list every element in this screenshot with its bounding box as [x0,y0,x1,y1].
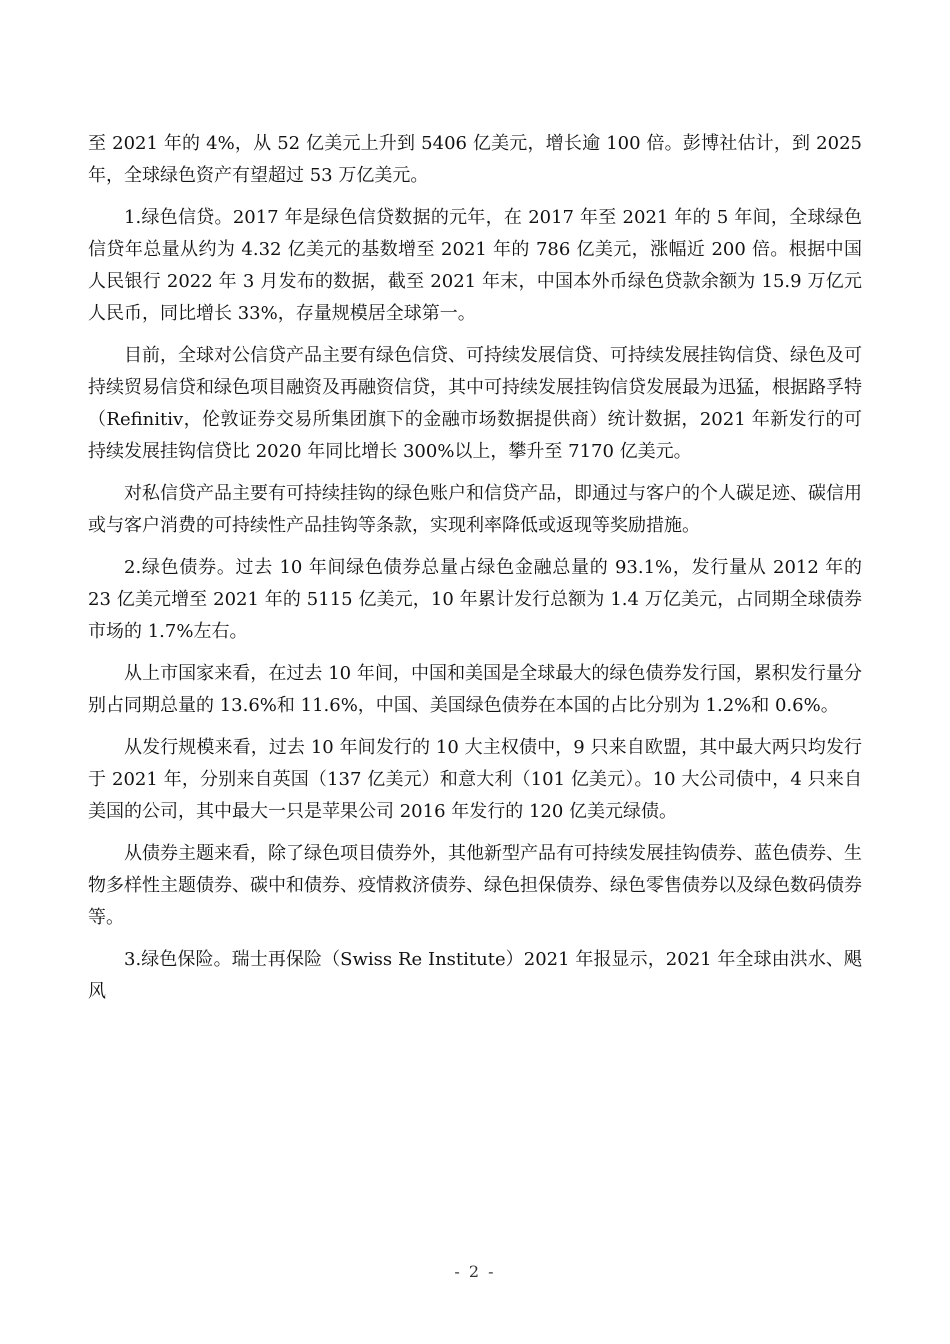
paragraph-issuing-countries: 从上市国家来看，在过去 10 年间，中国和美国是全球最大的绿色债券发行国，累积发行量分别占同期总量的 13.6%和 11.6%，中国、美国绿色债券在本国的占比分别为 1.2%和 0.6%。 [88,663,862,716]
paragraph-green-bonds: 2.绿色债券。过去 10 年间绿色债券总量占绿色金融总量的 93.1%，发行量从 2012 年的 23 亿美元增至 2021 年的 5115 亿美元，10 年累计发行总额为 1.4 万亿美元，占同期全球债券市场的 1.7%左右。 [88,557,862,642]
paragraph-continuation: 至 2021 年的 4%，从 52 亿美元上升到 5406 亿美元，增长逾 100 倍。彭博社估计，到 2025 年，全球绿色资产有望超过 53 万亿美元。 [88,133,862,186]
paragraph-private-credit: 对私信贷产品主要有可持续挂钩的绿色账户和信贷产品，即通过与客户的个人碳足迹、碳信用或与客户消费的可持续性产品挂钩等条款，实现利率降低或返现等奖励措施。 [88,483,862,536]
paragraph-green-credit: 1.绿色信贷。2017 年是绿色信贷数据的元年，在 2017 年至 2021 年的 5 年间，全球绿色信贷年总量从约为 4.32 亿美元的基数增至 2021 年的 786 亿美元，涨幅近 200 倍。根据中国人民银行 2022 年 3 月发布的数据，截至 2021 年末，中国本外币绿色贷款余额为 15.9 万亿元人民币，同比增长 33%，存量规模居全球第一。 [88,207,862,324]
document-body [88,128,862,1018]
paragraph-bond-themes: 从债券主题来看，除了绿色项目债券外，其他新型产品有可持续发展挂钩债券、蓝色债券、生物多样性主题债券、碳中和债券、疫情救济债券、绿色担保债券、绿色零售债券以及绿色数码债券等。 [88,843,862,928]
paragraph-green-insurance: 3.绿色保险。瑞士再保险（Swiss Re Institute）2021 年报显示，2021 年全球由洪水、飓风 [88,949,862,1002]
page-number: - 2 - [454,1262,496,1281]
paragraph-issuance-scale: 从发行规模来看，过去 10 年间发行的 10 大主权债中，9 只来自欧盟，其中最大两只均发行于 2021 年，分别来自英国（137 亿美元）和意大利（101 亿美元）。10 大公司债中，4 只来自美国的公司，其中最大一只是苹果公司 2016 年发行的 120 亿美元绿债。 [88,737,862,822]
paragraph-corporate-credit: 目前，全球对公信贷产品主要有绿色信贷、可持续发展信贷、可持续发展挂钩信贷、绿色及可持续贸易信贷和绿色项目融资及再融资信贷，其中可持续发展挂钩信贷发展最为迅猛，根据路孚特（Refinitiv，伦敦证券交易所集团旗下的金融市场数据提供商）统计数据，2021 年新发行的可持续发展挂钩信贷比 2020 年同比增长 300%以上，攀升至 7170 亿美元。 [88,345,862,462]
